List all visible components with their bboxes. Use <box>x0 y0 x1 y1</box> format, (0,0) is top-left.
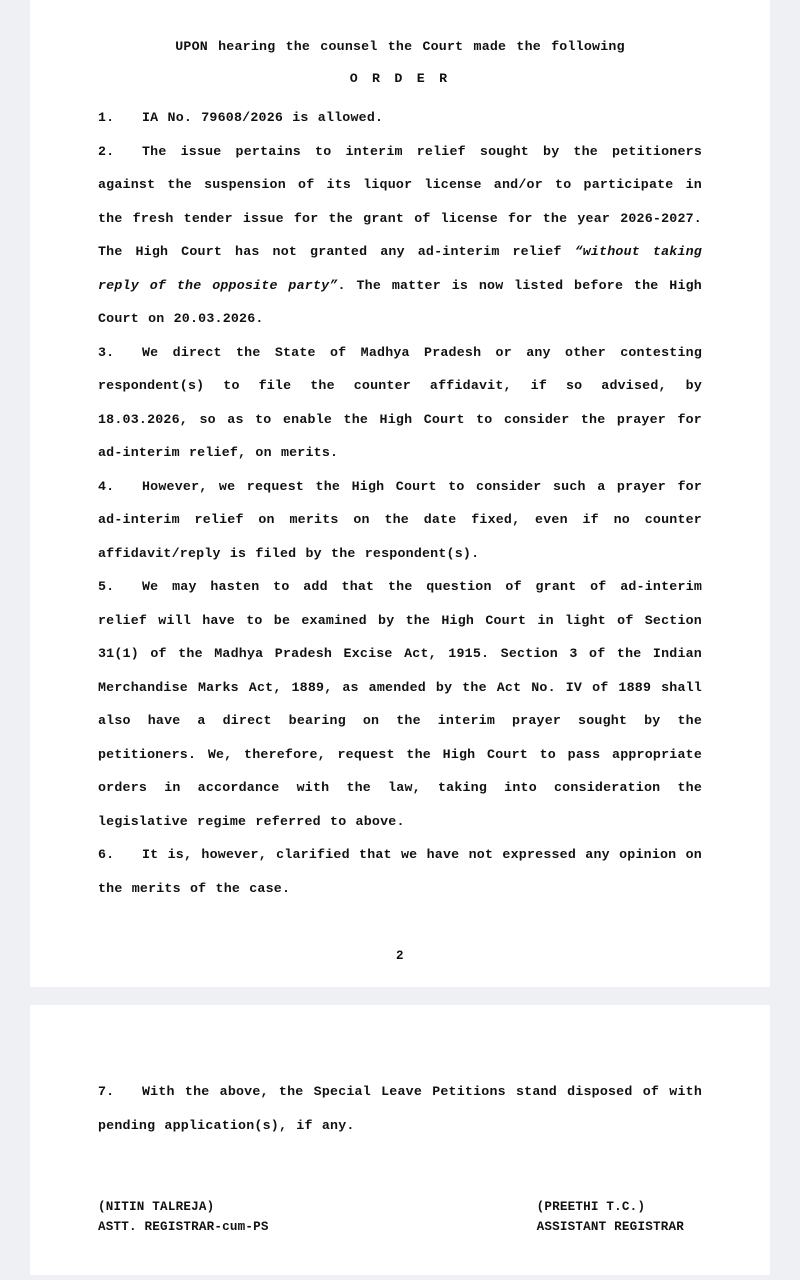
order-preamble-heading: UPON hearing the counsel the Court made the following <box>175 39 625 54</box>
paragraph-number: 3. <box>98 344 115 360</box>
paragraph-text-part-2: . The matter is now listed before the High Court on 20.03.2026. <box>98 277 702 327</box>
signature-left <box>98 1198 269 1237</box>
document-page-1 <box>30 0 770 987</box>
paragraph-number: 4. <box>98 478 115 494</box>
paragraph-text: However, we request the High Court to consider such a prayer for ad-interim relief on merits on the date fixed, even if no counter affidavit/reply is filed by the respondent(s). <box>98 478 702 561</box>
paragraph-quote-italic: “without taking reply of the opposite party” <box>98 244 702 293</box>
order-paragraph-7 <box>98 1075 702 1142</box>
paragraph-number: 1. <box>98 110 115 126</box>
signature-right <box>537 1198 702 1237</box>
document-page-2 <box>30 1005 770 1275</box>
paragraph-text: With the above, the Special Leave Petitions stand disposed of with pending application(s), if any. <box>98 1084 702 1133</box>
paragraph-number: 7. <box>98 1084 115 1100</box>
page-2-content <box>98 1075 702 1237</box>
order-paragraph-1 <box>98 101 702 135</box>
order-paragraph-5 <box>98 570 702 838</box>
page-number: 2 <box>396 949 404 964</box>
paragraph-number: 2. <box>98 143 115 159</box>
order-paragraph-2 <box>98 135 702 336</box>
signature-left-title: ASTT. REGISTRAR-cum-PS <box>98 1219 269 1234</box>
order-paragraph-6 <box>98 838 702 905</box>
order-title: O R D E R <box>349 71 451 87</box>
page-bottom-margin <box>30 1237 770 1257</box>
signature-left-name: (NITIN TALREJA) <box>98 1200 215 1215</box>
paragraph-text-part-1: The issue pertains to interim relief sought by the petitioners against the suspension of its liquor license and/or to participate in the fresh tender issue for the grant of license for the year 2026-2027. The High Court has not granted any ad-interim relief <box>98 143 702 260</box>
paragraph-text: We may hasten to add that the question of grant of ad-interim relief will have to be examined by the High Court in light of Section 31(1) of the Madhya Pradesh Excise Act, 1915. Section 3 of the Indian Merchandise Marks Act, 1889, as amended by the Act No. IV of 1889 shall also have a direct bearing on the interim prayer sought by the petitioners. We, therefore, request the High Court to pass appropriate orders in accordance with the law, taking into consideration the legislative regime referred to above. <box>98 579 702 829</box>
page-separator <box>0 987 800 1005</box>
signature-right-name: (PREETHI T.C.) <box>536 1200 646 1215</box>
order-paragraph-3 <box>98 336 702 470</box>
order-paragraph-4 <box>98 470 702 571</box>
paragraph-number: 6. <box>98 847 115 863</box>
signature-right-title: ASSISTANT REGISTRAR <box>536 1219 684 1234</box>
paragraph-number: 5. <box>98 579 115 595</box>
signature-block <box>98 1198 702 1237</box>
paragraph-text: It is, however, clarified that we have not expressed any opinion on the merits of the case. <box>98 847 702 896</box>
paragraph-text: IA No. 79608/2026 is allowed. <box>142 110 384 126</box>
page-1-content <box>98 32 702 963</box>
paragraph-text: We direct the State of Madhya Pradesh or any other contesting respondent(s) to file the counter affidavit, if so advised, by 18.03.2026, so as to enable the High Court to consider the prayer for ad-interim relief, on merits. <box>98 344 702 461</box>
